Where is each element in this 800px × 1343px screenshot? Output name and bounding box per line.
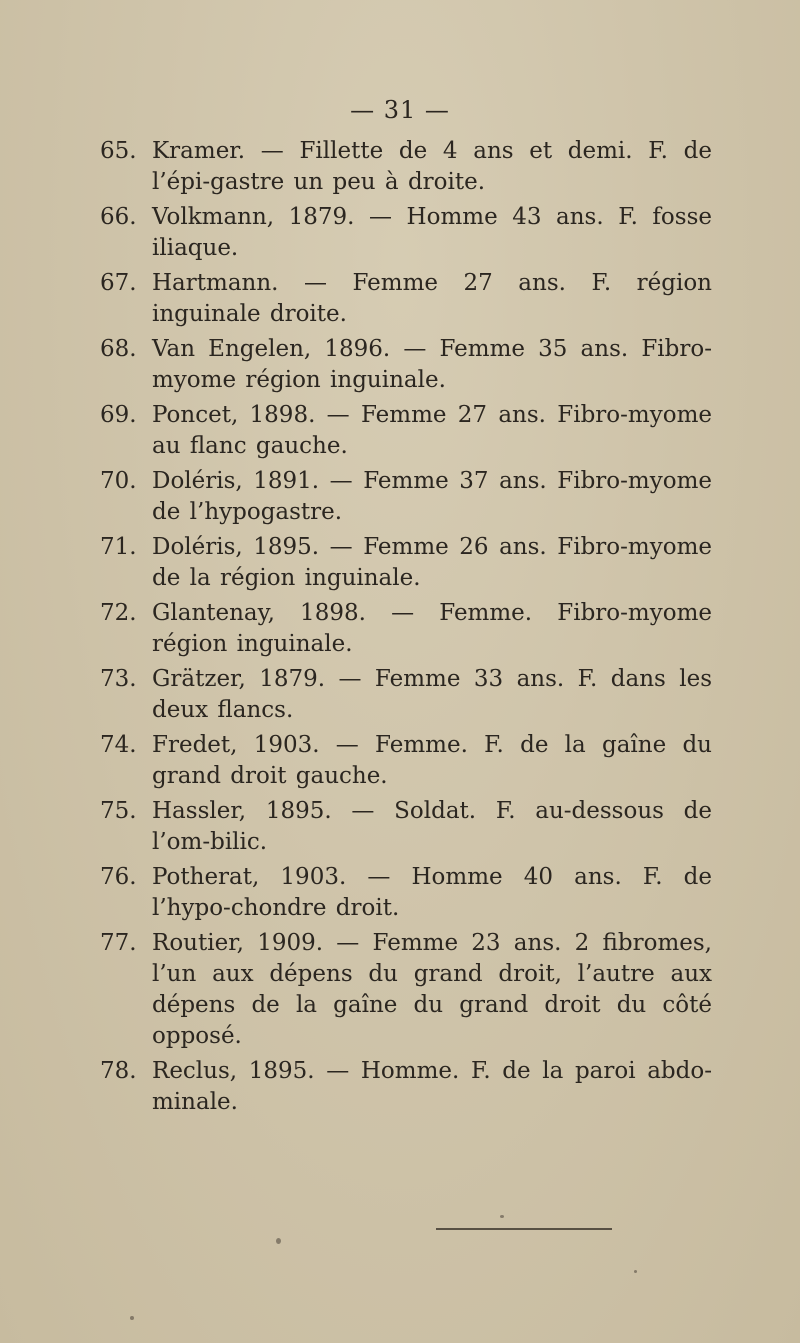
case-list — [100, 136, 712, 1122]
list-item — [100, 796, 712, 858]
entry-text: Volkmann, 1879. — Homme 43 ans. F. fosse iliaque. — [152, 204, 712, 261]
list-item — [100, 202, 712, 264]
footer-divider — [436, 1228, 612, 1230]
list-item — [100, 136, 712, 198]
entry-text: Fredet, 1903. — Femme. F. de la gaîne du grand droit gauche. — [152, 732, 712, 789]
list-item — [100, 664, 712, 726]
entry-number: 66. — [100, 204, 137, 230]
list-item — [100, 466, 712, 528]
entry-text: Potherat, 1903. — Homme 40 ans. F. de l’hypo-chondre droit. — [152, 864, 712, 921]
entry-number: 65. — [100, 138, 137, 164]
list-item — [100, 400, 712, 462]
list-item — [100, 730, 712, 792]
entry-text: Hartmann. — Femme 27 ans. F. région inguinale droite. — [152, 270, 712, 327]
list-item — [100, 598, 712, 660]
entry-text: Routier, 1909. — Femme 23 ans. 2 fibromes, l’un aux dépens du grand droit, l’autre aux dépens de la gaîne du grand droit du côté opposé. — [152, 930, 712, 1049]
entry-text: Van Engelen, 1896. — Femme 35 ans. Fibro-myome région inguinale. — [152, 336, 712, 393]
entry-text: Poncet, 1898. — Femme 27 ans. Fibro-myome au flanc gauche. — [152, 402, 712, 459]
entry-number: 74. — [100, 732, 137, 758]
entry-number: 67. — [100, 270, 137, 296]
entry-text: Hassler, 1895. — Soldat. F. au-dessous de l’om-bilic. — [152, 798, 712, 855]
list-item — [100, 334, 712, 396]
entry-text: Doléris, 1895. — Femme 26 ans. Fibro-myome de la région inguinale. — [152, 534, 712, 591]
ink-speck — [500, 1215, 504, 1218]
list-item — [100, 532, 712, 594]
ink-speck — [276, 1238, 281, 1244]
entry-number: 68. — [100, 336, 137, 362]
list-item — [100, 268, 712, 330]
entry-number: 70. — [100, 468, 137, 494]
entry-number: 76. — [100, 864, 137, 890]
entry-text: Reclus, 1895. — Homme. F. de la paroi abdo-minale. — [152, 1058, 712, 1115]
entry-text: Glantenay, 1898. — Femme. Fibro-myome région inguinale. — [152, 600, 712, 657]
entry-text: Grätzer, 1879. — Femme 33 ans. F. dans les deux flancs. — [152, 666, 712, 723]
list-item — [100, 928, 712, 1052]
list-item — [100, 1056, 712, 1118]
entry-text: Kramer. — Fillette de 4 ans et demi. F. de l’épi-gastre un peu à droite. — [152, 138, 712, 195]
list-item — [100, 862, 712, 924]
entry-text: Doléris, 1891. — Femme 37 ans. Fibro-myome de l’hypogastre. — [152, 468, 712, 525]
entry-number: 78. — [100, 1058, 137, 1084]
entry-number: 71. — [100, 534, 137, 560]
entry-number: 75. — [100, 798, 137, 824]
ink-speck — [130, 1316, 134, 1320]
entry-number: 72. — [100, 600, 137, 626]
entry-number: 73. — [100, 666, 137, 692]
entry-number: 77. — [100, 930, 137, 956]
entry-number: 69. — [100, 402, 137, 428]
ink-speck — [634, 1270, 637, 1273]
page-number: — 31 — — [350, 96, 450, 124]
